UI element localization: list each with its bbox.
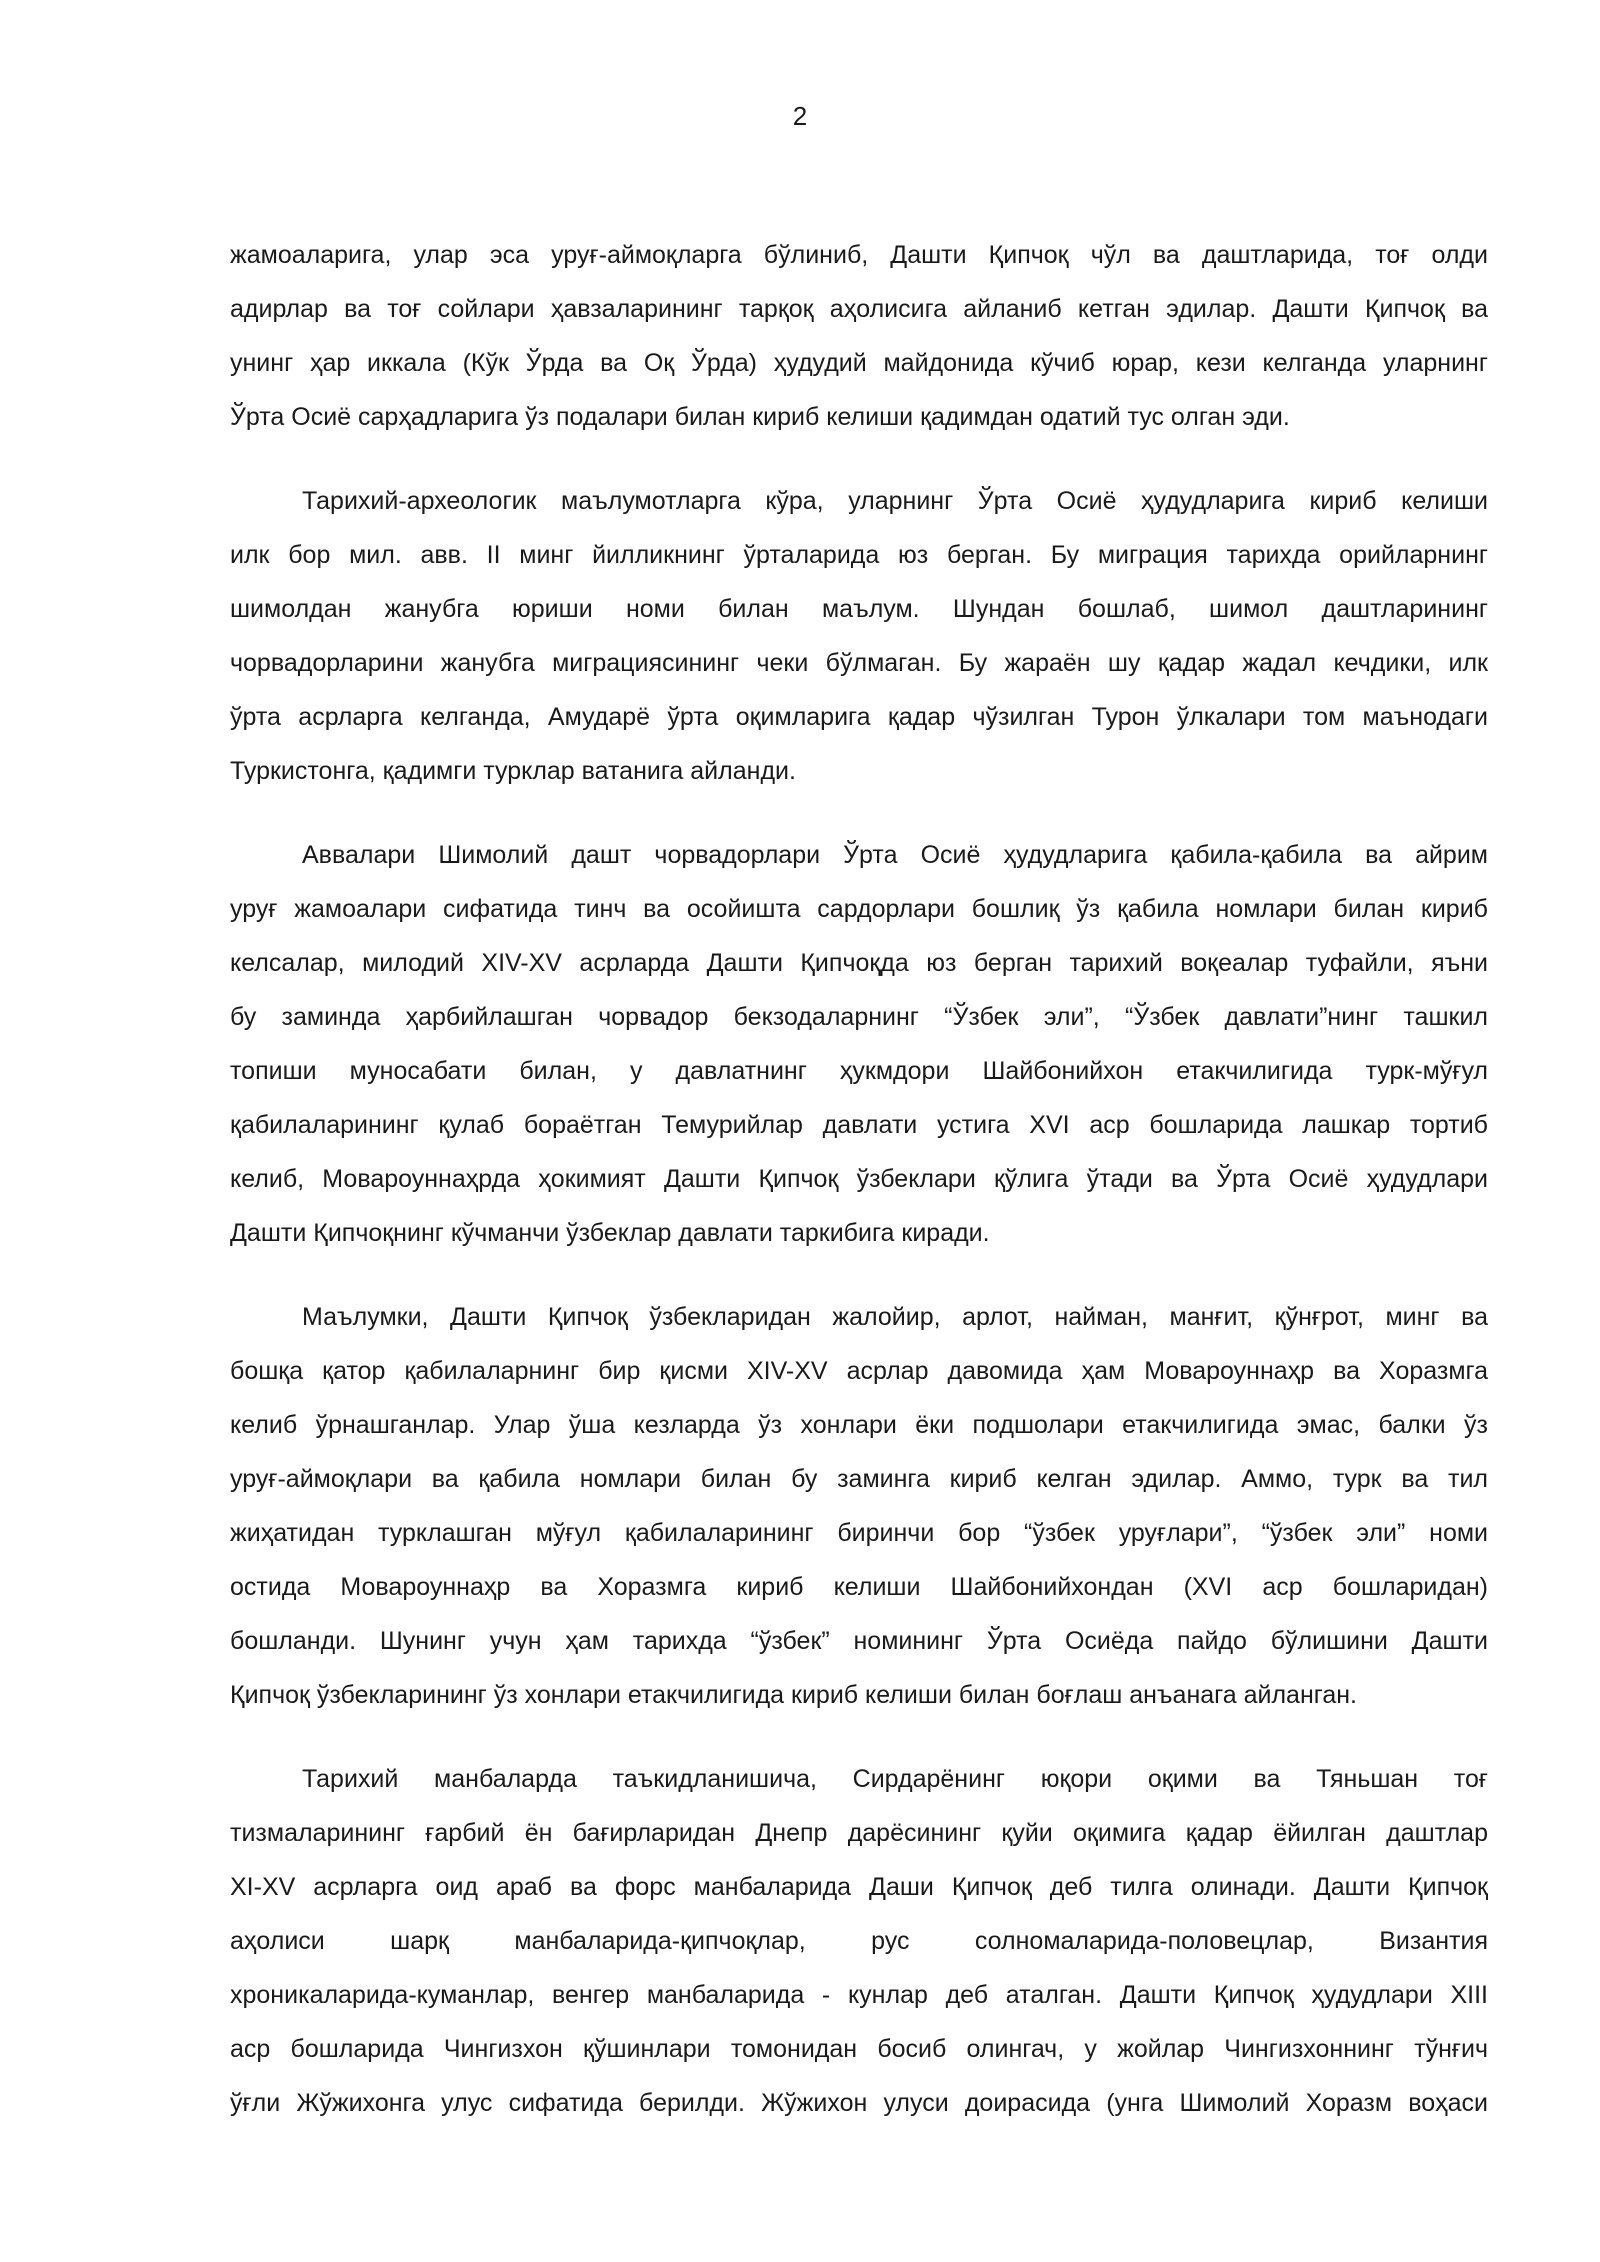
text-line: Дашти Қипчоқнинг кўчманчи ўзбеклар давлати таркибига киради. <box>230 1219 990 1247</box>
text-line: Тарихий-археологик маълумотларга кўра, уларнинг Ўрта Осиё ҳудудларига кириб келиши <box>302 487 1488 515</box>
text-line: бошқа қатор қабилаларнинг бир қисми XIV-XV асрлар давомида ҳам Мовароуннаҳр ва Хоразмга <box>230 1357 1488 1385</box>
text-line: келиб, Мовароуннаҳрда ҳокимият Дашти Қипчоқ ўзбеклари қўлига ўтади ва Ўрта Осиё ҳудудлари <box>230 1165 1488 1193</box>
text-line: Туркистонга, қадимги турклар ватанига айланди. <box>230 757 796 785</box>
text-line: аср бошларида Чингизхон қўшинлари томонидан босиб олингач, у жойлар Чингизхоннинг тўнғич <box>230 2035 1488 2063</box>
text-line: Аввалари Шимолий дашт чорвадорлари Ўрта Осиё ҳудудларига қабила-қабила ва айрим <box>302 841 1488 869</box>
text-line: шимолдан жанубга юриши номи билан маълум. Шундан бошлаб, шимол даштларининг <box>230 595 1488 623</box>
text-line: адирлар ва тоғ сойлари ҳавзаларининг тарқоқ аҳолисига айланиб кетган эдилар. Дашти Қипчоқ ва <box>230 295 1488 323</box>
text-line: келсалар, милодий XIV-XV асрларда Дашти Қипчоқда юз берган тарихий воқеалар туфайли, яъни <box>230 949 1488 977</box>
paragraph <box>230 1752 1488 2130</box>
text-line: аҳолиси шарқ манбаларида-қипчоқлар, рус солномаларида-половецлар, Византия <box>230 1927 1488 1955</box>
text-line: илк бор мил. авв. II минг йилликнинг ўрталарида юз берган. Бу миграция тарихда орийларнинг <box>230 541 1488 569</box>
text-line: Тарихий манбаларда таъкидланишича, Сирдарёнинг юқори оқими ва Тяньшан тоғ <box>302 1765 1488 1793</box>
text-line: қабилаларининг қулаб бораётган Темурийлар давлати устига XVI аср бошларида лашкар тортиб <box>230 1111 1488 1139</box>
text-line: бошланди. Шунинг учун ҳам тарихда “ўзбек” номининг Ўрта Осиёда пайдо бўлишини Дашти <box>230 1627 1488 1655</box>
text-line: топиши муносабати билан, у давлатнинг ҳукмдори Шайбонийхон етакчилигида турк-мўғул <box>230 1057 1488 1085</box>
text-line: жиҳатидан турклашган мўғул қабилаларининг биринчи бор “ўзбек уруғлари”, “ўзбек эли” номи <box>230 1519 1488 1547</box>
text-line: XI-XV асрларга оид араб ва форс манбаларида Даши Қипчоқ деб тилга олинади. Дашти Қипчоқ <box>230 1873 1488 1901</box>
text-line: остида Мовароуннаҳр ва Хоразмга кириб келиши Шайбонийхондан (XVI аср бошларидан) <box>230 1573 1488 1601</box>
text-line: Қипчоқ ўзбекларининг ўз хонлари етакчилигида кириб келиши билан боғлаш анъанага айланган. <box>230 1681 1357 1709</box>
text-line: келиб ўрнашганлар. Улар ўша кезларда ўз хонлари ёки подшолари етакчилигида эмас, балки ўз <box>230 1411 1488 1439</box>
text-line: Ўрта Осиё сарҳадларига ўз подалари билан кириб келиши қадимдан одатий тус олган эди. <box>230 403 1290 431</box>
paragraph <box>230 474 1488 798</box>
text-line: тизмаларининг ғарбий ён бағирларидан Днепр дарёсининг қуйи оқимига қадар ёйилган даштлар <box>230 1819 1488 1847</box>
page-number: 2 <box>792 101 808 131</box>
text-line: чорвадорларини жанубга миграциясининг чеки бўлмаган. Бу жараён шу қадар жадал кечдики, илк <box>230 649 1488 677</box>
text-line: хроникаларида-куманлар, венгер манбаларида - кунлар деб аталган. Дашти Қипчоқ ҳудудлари XIII <box>230 1981 1488 2009</box>
text-line: унинг ҳар иккала (Кўк Ўрда ва Оқ Ўрда) ҳудудий майдонида кўчиб юрар, кези келганда уларнинг <box>230 349 1488 377</box>
body-text <box>230 228 1488 2160</box>
text-line: ўрта асрларга келганда, Амударё ўрта оқимларига қадар чўзилган Турон ўлкалари том маънодаги <box>230 703 1488 731</box>
text-line: уруғ жамоалари сифатида тинч ва осойишта сардорлари бошлиқ ўз қабила номлари билан кириб <box>230 895 1488 923</box>
text-line: уруғ-аймоқлари ва қабила номлари билан бу заминга кириб келган эдилар. Аммо, турк ва тил <box>230 1465 1488 1493</box>
text-line: бу заминда ҳарбийлашган чорвадор бекзодаларнинг “Ўзбек эли”, “Ўзбек давлати”нинг ташкил <box>230 1003 1488 1031</box>
text-line: жамоаларига, улар эса уруғ-аймоқларга бўлиниб, Дашти Қипчоқ чўл ва даштларида, тоғ олди <box>230 241 1488 269</box>
paragraph <box>230 828 1488 1260</box>
paragraph <box>230 228 1488 444</box>
text-line: ўғли Жўжихонга улус сифатида берилди. Жўжихон улуси доирасида (унга Шимолий Хоразм воҳаси <box>230 2089 1488 2117</box>
text-line: Маълумки, Дашти Қипчоқ ўзбекларидан жалойир, арлот, найман, манғит, қўнғрот, минг ва <box>302 1303 1488 1331</box>
paragraph <box>230 1290 1488 1722</box>
